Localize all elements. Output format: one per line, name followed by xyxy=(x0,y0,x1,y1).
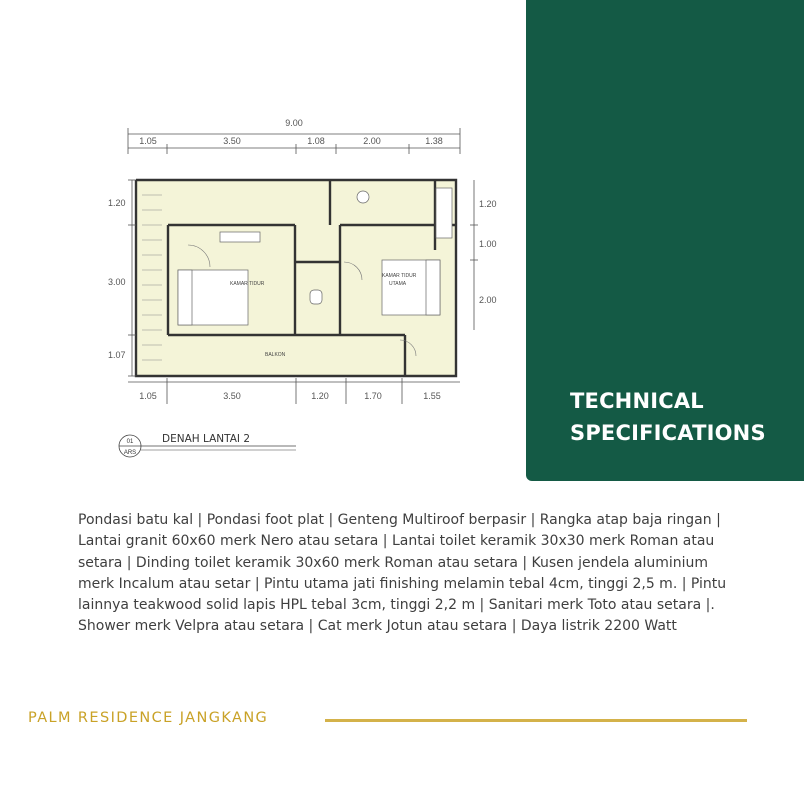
dim-bottom-4: 1.70 xyxy=(364,391,382,401)
dim-left-2: 3.00 xyxy=(108,277,126,287)
dim-bottom-3: 1.20 xyxy=(311,391,329,401)
spec-heading-line2: SPECIFICATIONS xyxy=(570,421,766,445)
bottom-dimension-lines xyxy=(128,378,460,404)
spec-heading-line1: TECHNICAL xyxy=(570,389,704,413)
dim-right-3: 2.00 xyxy=(479,295,497,305)
spec-description: Pondasi batu kal | Pondasi foot plat | Genteng Multiroof berpasir | Rangka atap baja ringan | Lantai granit 60x60 merk Nero atau setara | Lantai toilet keramik 30x30 merk Roman atau setara | Dinding toilet keramik 30x60 merk Roman atau setara | Kusen jendela aluminium merk Incalum atau setar | Pintu utama jati finishing melamin tebal 4cm, tinggi 2,5 m. | Pintu lainnya teakwood solid lapis HPL tebal 3cm, tinggi 2,2 m | Sanitari merk Toto atau setara |. Shower merk Velpra atau setara | Cat merk Jotun atau setara | Daya listrik 2200 Watt xyxy=(78,512,727,635)
drawing-title: DENAH LANTAI 2 xyxy=(162,433,251,445)
drawing-code: ARS xyxy=(123,450,137,456)
floor-plan-drawing xyxy=(100,110,500,470)
room-label-bedroom: KAMAR TIDUR xyxy=(230,281,265,287)
room-label-balcony: BALKON xyxy=(265,352,286,358)
floor-plan xyxy=(100,110,500,470)
dim-bottom-1: 1.05 xyxy=(139,391,157,401)
dim-top-5: 1.38 xyxy=(425,136,443,146)
brand-name: PALM RESIDENCE JANGKANG xyxy=(28,710,269,726)
dim-bottom-2: 3.50 xyxy=(223,391,241,401)
dim-bottom-5: 1.55 xyxy=(423,391,441,401)
room-label-master-2: UTAMA xyxy=(389,281,407,287)
right-dimension-lines xyxy=(470,180,478,330)
dim-top-2: 3.50 xyxy=(223,136,241,146)
spec-heading xyxy=(570,385,800,449)
dim-top-1: 1.05 xyxy=(139,136,157,146)
dim-top-4: 2.00 xyxy=(363,136,381,146)
spec-panel xyxy=(526,0,804,481)
dim-right-2: 1.00 xyxy=(479,239,497,249)
drawing-number: 01 xyxy=(126,439,134,445)
dim-left-1: 1.20 xyxy=(108,198,126,208)
top-dimension-lines xyxy=(128,128,460,154)
dim-top-3: 1.08 xyxy=(307,136,325,146)
room-label-master-1: KAMAR TIDUR xyxy=(382,273,417,279)
dim-left-3: 1.07 xyxy=(108,350,126,360)
footer-divider xyxy=(325,719,747,722)
dim-top-total: 9.00 xyxy=(285,118,303,128)
dim-right-1: 1.20 xyxy=(479,199,497,209)
